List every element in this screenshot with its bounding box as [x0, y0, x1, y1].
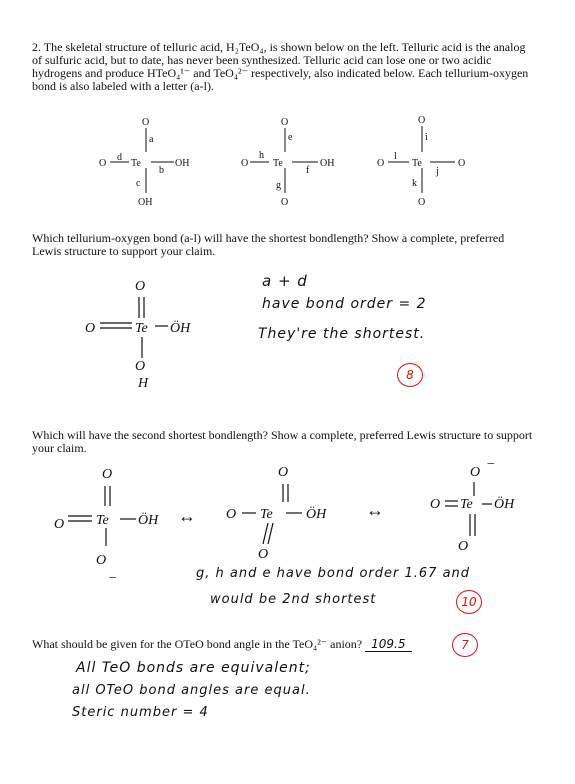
pa-oh: ÖH — [170, 321, 191, 336]
s2-bond-h: h — [259, 150, 264, 161]
s3-left-atom: O — [377, 158, 385, 169]
s2-bottom-atom: O — [281, 197, 289, 208]
pb1-te: Te — [96, 513, 109, 528]
pb1-o-bottom: O — [96, 553, 107, 568]
s2-bond-g: g — [276, 180, 281, 191]
pa-o-top: O — [135, 279, 146, 294]
s1-bottom-atom: OH — [138, 197, 153, 208]
question-text: The skeletal structure of telluric acid, H₂TeO₄, is shown below on the left. Telluric acid is the analog of sulfuric acid, but to date, has never been synthesized. Telluric acid can lose one or two acidic hydrogens and produce HTeO₄¹⁻ and TeO₄²⁻ respectively, also indicated below. Each tellurium-oxygen bond is also labeled with a letter (a-l). — [32, 40, 529, 93]
part-a-answer-line-1: a + d — [262, 272, 308, 290]
s3-bond-j: j — [436, 166, 439, 177]
s1-top-atom: O — [142, 117, 150, 128]
s3-center-atom: Te — [412, 158, 422, 169]
s2-left-atom: O — [241, 158, 249, 169]
pb3-o-top: O — [470, 465, 481, 480]
pb1-oh: ÖH — [138, 513, 159, 528]
pb2-o-left: O — [226, 507, 237, 522]
pb-arrow-2: ↔ — [366, 500, 384, 520]
part-c-score: 7 — [452, 633, 478, 657]
pb2-o-top: O — [278, 465, 289, 480]
part-a-lewis-sketch — [80, 270, 210, 395]
part-b-prompt: Which will have the second shortest bondlength? Show a complete, preferred Lewis structure to support your claim. — [32, 428, 533, 455]
s1-bond-a: a — [149, 134, 154, 145]
s3-bond-i: i — [425, 132, 428, 143]
s1-right-atom: OH — [175, 158, 190, 169]
s1-bond-b: b — [159, 165, 164, 176]
pb1-o-left: O — [54, 517, 65, 532]
s1-left-atom: O — [99, 158, 107, 169]
part-b-answer-line-2: would be 2nd shortest — [210, 592, 377, 607]
part-a-answer-line-2: have bond order = 2 — [262, 296, 427, 312]
s2-bond-f: f — [306, 165, 310, 176]
part-a-prompt: Which tellurium-oxygen bond (a-l) will have the shortest bondlength? Show a complete, preferred Lewis structure to support your claim. — [32, 231, 505, 258]
s3-bond-l: l — [394, 151, 397, 162]
s1-bond-c: c — [136, 178, 141, 189]
pa-te: Te — [135, 321, 148, 336]
pa-o-left: O — [85, 321, 96, 336]
s3-bond-k: k — [412, 178, 417, 189]
part-a-answer-line-3: They're the shortest. — [258, 326, 426, 342]
part-b-score: 10 — [456, 590, 482, 614]
pb2-o-bottom: O — [258, 547, 269, 562]
s3-right-atom: O — [458, 158, 466, 169]
part-a-score: 8 — [397, 363, 423, 387]
part-c-answer-value: 109.5 — [365, 637, 411, 652]
part-b-answer-line-1: g, h and e have bond order 1.67 and — [196, 566, 471, 581]
s2-center-atom: Te — [273, 158, 283, 169]
s1-bond-d: d — [117, 152, 122, 163]
part-c-answer-line-3: Steric number = 4 — [72, 705, 209, 720]
pb1-o-top: O — [102, 467, 113, 482]
s2-bond-e: e — [288, 132, 293, 143]
pb3-o-bottom: O — [458, 539, 469, 554]
pb3-te: Te — [460, 497, 473, 512]
part-c-answer-line-1: All TeO bonds are equivalent; — [76, 660, 311, 676]
pb2-oh: ÖH — [306, 507, 327, 522]
part-c-answer-line-2: all OTeO bond angles are equal. — [72, 683, 311, 698]
question-number: 2. — [32, 40, 41, 54]
skeletal-structures — [0, 0, 575, 230]
s2-right-atom: OH — [320, 158, 335, 169]
pa-o-bottom: O — [135, 359, 146, 374]
pb2-te: Te — [260, 507, 273, 522]
pb1-minus: − — [108, 571, 118, 586]
pb3-o-left: O — [430, 497, 441, 512]
pb-arrow-1: ↔ — [178, 506, 196, 526]
s2-top-atom: O — [281, 117, 289, 128]
part-c-prompt-row — [32, 638, 452, 651]
pb3-minus: − — [486, 458, 496, 472]
s3-top-atom: O — [418, 115, 426, 126]
part-c-prompt: What should be given for the OTeO bond angle in the TeO₄²⁻ anion? — [32, 637, 363, 651]
pb3-oh: ÖH — [494, 497, 515, 512]
pa-h-bottom: H — [138, 376, 149, 391]
s1-center-atom: Te — [131, 158, 141, 169]
s3-bottom-atom: O — [418, 197, 426, 208]
